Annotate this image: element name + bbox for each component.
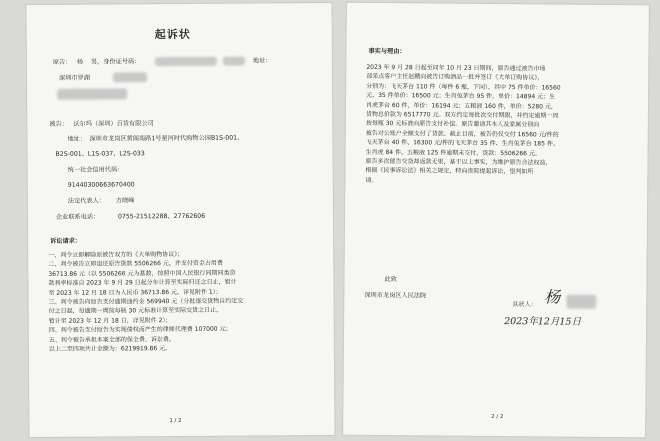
claim-line: 付之日起，每逾期一周按每瓶 30 元标准计算至实际交货之日止， [48, 307, 223, 316]
claims-list [48, 249, 324, 354]
facts-paragraph [365, 63, 638, 188]
redacted-signature [566, 295, 596, 309]
plaintiff-id-label: 男，身份证号码： [90, 58, 141, 66]
facts-line: 按每瓶 30 元标准向原告支付补偿。原告邀请其本人及家属分别向 [365, 120, 540, 129]
facts-line: 请。 [365, 176, 378, 184]
claim-line: 三、判令被告向原告支付逾期违约金 569940 元（分批逐交货物自约定交 [48, 297, 244, 306]
plaintiff-name: 杨 [76, 58, 84, 66]
claim-line: 五、判令被告承担本案全部的保全费、诉讼费。 [48, 335, 175, 344]
legal-rep-label: 法定代表人： [67, 197, 106, 205]
closing-to: 此致 [384, 276, 397, 284]
phone-number: 0755-21512288、27762606 [117, 212, 206, 221]
document-page-1 [26, 3, 334, 437]
facts-line: 分别为：飞天茅台 110 件（每件 6 瓶，下同），其中 75 件单价：16560 [366, 82, 561, 92]
plaintiff-address: 深圳市罗湖 [58, 74, 90, 82]
redacted-id [155, 57, 217, 66]
phone-label: 企业联系电话： [55, 213, 100, 221]
defendant-label: 被告： [49, 120, 68, 128]
defendant-address-label: 地址： [67, 135, 87, 143]
claim-line: 以上二至四项共计金额为：6219919.86 元。 [48, 345, 172, 353]
plaintiff-address-label: 地址： [252, 57, 272, 65]
facts-heading: 事实与理由： [368, 47, 406, 56]
facts-line: 被告对公账户全额支付了货款。截止目前，被告仍仅交付 16560 元/件的 [365, 129, 559, 139]
document-title: 起诉状 [154, 27, 191, 42]
facts-line: 生肖虎 84 件、五粮液 125 件逾期未交付，货款：5506266 元。 [365, 148, 541, 158]
document-page-2 [343, 3, 649, 438]
credit-code: 91440300663670400 [67, 181, 135, 189]
page-number: 1 / 2 [169, 417, 182, 425]
defendant-name: 沃尔玛（深圳）百货有限公司 [73, 120, 154, 128]
defendant-address-line2: B2S-001、L1S-037、L2S-033 [55, 150, 145, 158]
claim-line: 36713.86 元（以 5506266 元为基数，按照中国人民银行同期同类贷 [48, 269, 236, 278]
facts-line: 货物总价款为 6517770 元。双方约定每批次交付期限，并约定逾期一周 [365, 110, 559, 120]
claim-line: 一、判令立即解除原被告双方的《大单购物协议》； [48, 250, 184, 259]
facts-line: 根据《民事诉讼法》相关之规定，特向贵院提起诉讼，望判如所 [365, 167, 534, 176]
credit-code-label: 统一社会信用代码： [67, 166, 124, 174]
facts-line: 2023 年 9 月 28 日起至同年 10 月 23 日期间，原告通过被告市场 [366, 63, 546, 73]
defendant-address-line1: 深圳市龙岗区黄阁南路1号星河时代购物公园B1S-001、 [89, 134, 244, 143]
facts-line: 飞天茅台 40 件、16300 元/件的飞天茅台 35 件、生肖兔茅台 185 件、 [365, 139, 559, 148]
redacted-address [113, 72, 147, 82]
handwritten-signature: 杨 [544, 287, 561, 307]
facts-line: 部采点客户主任赵鹏向被告订购酒品一批并签订《大单订购协议》， [366, 73, 544, 82]
claim-line: 至 2023 年 12 月 18 日为人民币 36713.86 元，详见附件 1）； [48, 288, 222, 297]
page-number: 2 / 2 [491, 413, 504, 421]
claim-line: 四、判令被告支付原告为实现债权而产生的律师代理费 107000 元； [48, 325, 232, 335]
facts-line: 原告多次催告交货却返款无果，基于以上事实，为维护原告合法权益， [365, 157, 552, 167]
court-name: 深圳市龙岗区人民法院 [364, 291, 427, 300]
claim-line: 款利率标准自 2023 年 9 月 29 日起分年计算至实际归还之日止，暂计 [48, 278, 237, 288]
redacted-address-2 [57, 88, 127, 99]
facts-line: 肖虎茅台 60 件，单价：16194 元；五粮液 160 件，单价：5280 元， [365, 101, 557, 111]
handwritten-date: 2023年12月15日 [504, 316, 582, 328]
plaintiff-label: 原告： [52, 58, 72, 66]
claims-heading: 诉讼请求： [50, 237, 82, 245]
claim-line: 暂计至 2023 年 12 月 18 日，详见附件 2）； [48, 316, 172, 325]
legal-rep-name: 方晓峰 [115, 197, 135, 205]
claim-line: 二、判令被告立即退还原告货款 5506266 元，并支付资金占用费 [48, 260, 223, 269]
redacted-block [223, 57, 245, 66]
facts-line: 元，35 件单价：16500 元；生肖兔茅台 95 件，单价：14894 元；生 [366, 92, 556, 101]
signer-label: 具状人： [512, 301, 538, 309]
